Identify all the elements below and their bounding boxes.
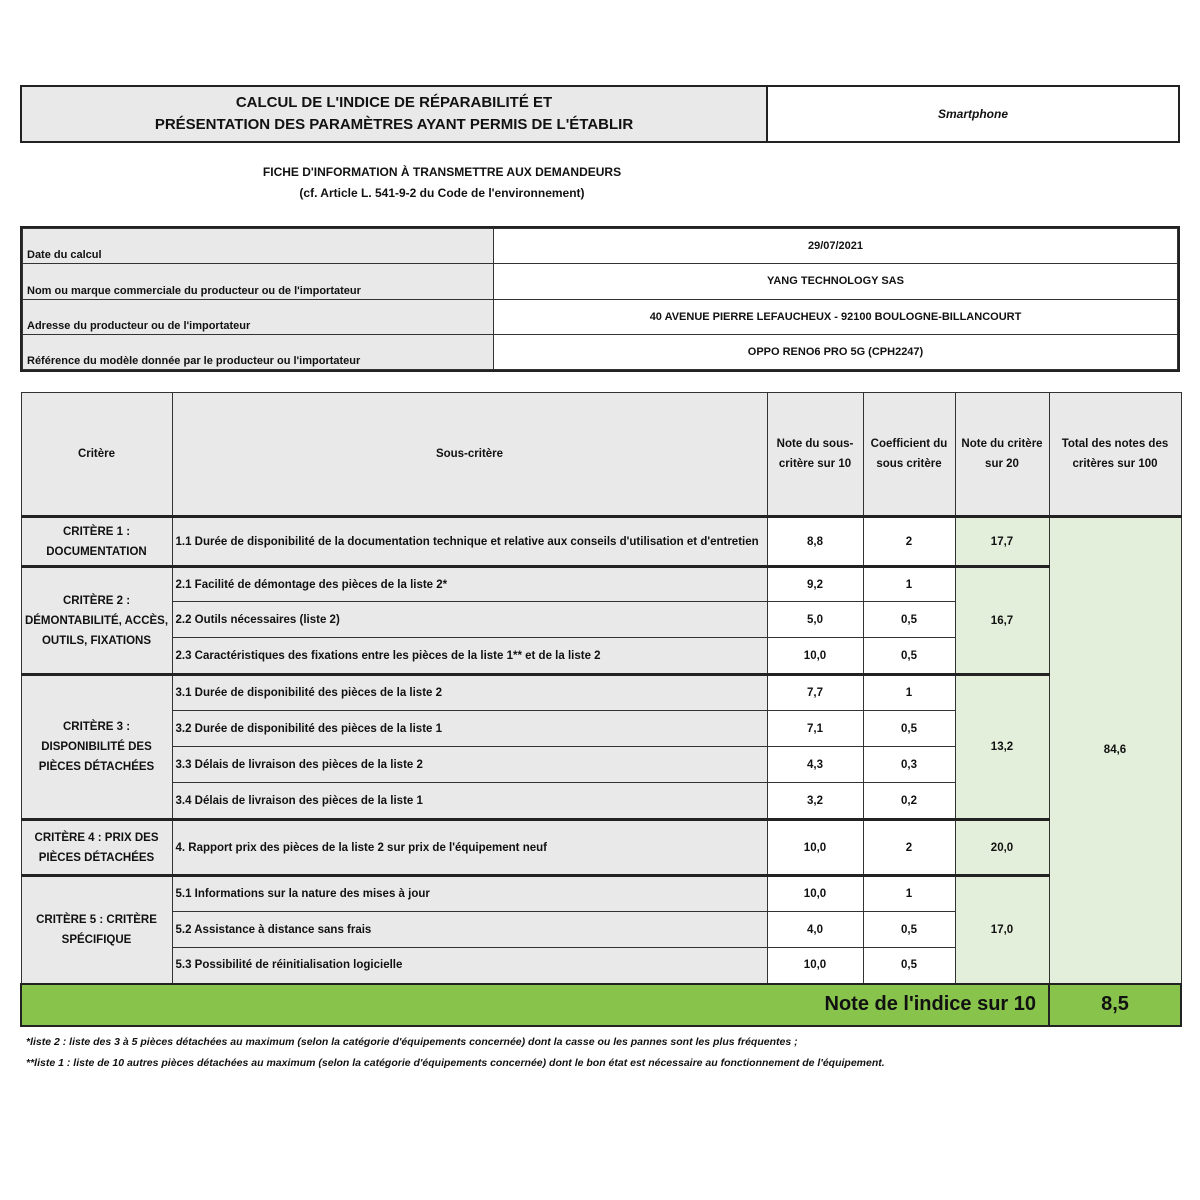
total-100: 84,6: [1049, 517, 1181, 984]
table-row: [21, 517, 1181, 567]
header-title-line1: CALCUL DE L'INDICE DE RÉPARABILITÉ ET: [235, 94, 553, 111]
header-box: [20, 85, 1180, 143]
criterion-score: 17,0: [955, 876, 1049, 984]
info-label: Référence du modèle donnée par le producteur ou l'importateur: [23, 334, 494, 369]
info-value: 40 AVENUE PIERRE LEFAUCHEUX - 92100 BOULOGNE-BILLANCOURT: [494, 299, 1178, 334]
header-note-critere: Note du critère sur 20: [955, 393, 1049, 517]
subcriterion-note: 5,0: [767, 602, 863, 638]
subcriterion-note: 10,0: [767, 948, 863, 984]
subcriterion-label: 2.2 Outils nécessaires (liste 2): [172, 602, 767, 638]
criterion-name: CRITÈRE 4 : PRIX DES PIÈCES DÉTACHÉES: [21, 820, 172, 876]
criterion-name: CRITÈRE 2 : DÉMONTABILITÉ, ACCÈS, OUTILS, FIXATIONS: [21, 567, 172, 675]
subcriterion-label: 5.2 Assistance à distance sans frais: [172, 912, 767, 948]
subcriterion-label: 5.3 Possibilité de réinitialisation logicielle: [172, 948, 767, 984]
subtitle-line2: (cf. Article L. 541-9-2 du Code de l'environnement): [299, 186, 585, 200]
subcriterion-note: 3,2: [767, 783, 863, 820]
subcriterion-label: 3.3 Délais de livraison des pièces de la liste 2: [172, 747, 767, 783]
final-score-label: Note de l'indice sur 10: [21, 984, 1049, 1026]
subcriterion-label: 4. Rapport prix des pièces de la liste 2 sur prix de l'équipement neuf: [172, 820, 767, 876]
footnotes: [26, 1032, 1186, 1074]
header-coefficient: Coefficient du sous critère: [863, 393, 955, 517]
info-value: YANG TECHNOLOGY SAS: [494, 264, 1178, 299]
info-label: Nom ou marque commerciale du producteur ou de l'importateur: [23, 264, 494, 299]
subtitle: [0, 162, 884, 204]
score-table: [20, 392, 1180, 1027]
info-row: [23, 334, 1178, 369]
criterion-score: 16,7: [955, 567, 1049, 675]
subcriterion-coef: 2: [863, 820, 955, 876]
footnote-liste-1: **liste 1 : liste de 10 autres pièces détachées au maximum (selon la catégorie d'équipements concernée) dont le bon état est nécessaire au fonctionnement de l'équipement.: [26, 1057, 885, 1069]
info-label: Adresse du producteur ou de l'importateur: [23, 299, 494, 334]
subcriterion-coef: 1: [863, 567, 955, 602]
criterion-name: CRITÈRE 3 : DISPONIBILITÉ DES PIÈCES DÉTACHÉES: [21, 675, 172, 820]
subcriterion-coef: 1: [863, 675, 955, 711]
subcriterion-coef: 1: [863, 876, 955, 912]
table-row: [21, 876, 1181, 912]
criterion-name: CRITÈRE 1 : DOCUMENTATION: [21, 517, 172, 567]
subcriterion-coef: 2: [863, 517, 955, 567]
table-header-row: [21, 393, 1181, 517]
subcriterion-coef: 0,5: [863, 912, 955, 948]
final-score-value: 8,5: [1049, 984, 1181, 1026]
info-label: Date du calcul: [23, 229, 494, 264]
criterion-name: CRITÈRE 5 : CRITÈRE SPÉCIFIQUE: [21, 876, 172, 984]
final-score-row: [21, 984, 1181, 1026]
subcriterion-label: 2.3 Caractéristiques des fixations entre les pièces de la liste 1** et de la liste 2: [172, 638, 767, 675]
subcriterion-note: 10,0: [767, 638, 863, 675]
subcriterion-note: 8,8: [767, 517, 863, 567]
header-sous-critere: Sous-critère: [172, 393, 767, 517]
table-row: [21, 567, 1181, 602]
header-total: Total des notes des critères sur 100: [1049, 393, 1181, 517]
subcriterion-label: 2.1 Facilité de démontage des pièces de la liste 2*: [172, 567, 767, 602]
header-critere: Critère: [21, 393, 172, 517]
subcriterion-label: 5.1 Informations sur la nature des mises à jour: [172, 876, 767, 912]
footnote-liste-2: *liste 2 : liste des 3 à 5 pièces détachées au maximum (selon la catégorie d'équipements concernée) dont la casse ou les pannes sont les plus fréquentes ;: [26, 1036, 798, 1048]
subcriterion-coef: 0,3: [863, 747, 955, 783]
subcriterion-note: 7,7: [767, 675, 863, 711]
info-value: 29/07/2021: [494, 229, 1178, 264]
subcriterion-note: 7,1: [767, 711, 863, 747]
subcriterion-coef: 0,5: [863, 948, 955, 984]
subcriterion-coef: 0,5: [863, 711, 955, 747]
table-row: [21, 675, 1181, 711]
table-row: [21, 820, 1181, 876]
info-value: OPPO RENO6 PRO 5G (CPH2247): [494, 334, 1178, 369]
subcriterion-note: 4,3: [767, 747, 863, 783]
subcriterion-note: 10,0: [767, 876, 863, 912]
criterion-score: 13,2: [955, 675, 1049, 820]
subcriterion-coef: 0,2: [863, 783, 955, 820]
criterion-score: 17,7: [955, 517, 1049, 567]
subcriterion-coef: 0,5: [863, 638, 955, 675]
subcriterion-note: 10,0: [767, 820, 863, 876]
subcriterion-coef: 0,5: [863, 602, 955, 638]
header-title-line2: PRÉSENTATION DES PARAMÈTRES AYANT PERMIS DE L'ÉTABLIR: [154, 116, 634, 133]
info-row: [23, 229, 1178, 264]
subcriterion-label: 3.2 Durée de disponibilité des pièces de la liste 1: [172, 711, 767, 747]
subcriterion-label: 3.4 Délais de livraison des pièces de la liste 1: [172, 783, 767, 820]
subcriterion-label: 1.1 Durée de disponibilité de la documentation technique et relative aux conseils d'utilisation et d'entretien: [172, 517, 767, 567]
info-table: [20, 226, 1180, 372]
criterion-score: 20,0: [955, 820, 1049, 876]
subcriterion-label: 3.1 Durée de disponibilité des pièces de la liste 2: [172, 675, 767, 711]
header-title: [22, 87, 768, 141]
subtitle-line1: FICHE D'INFORMATION À TRANSMETTRE AUX DEMANDEURS: [262, 165, 622, 179]
header-category: Smartphone: [937, 107, 1008, 121]
info-row: [23, 264, 1178, 299]
info-row: [23, 299, 1178, 334]
subcriterion-note: 9,2: [767, 567, 863, 602]
subcriterion-note: 4,0: [767, 912, 863, 948]
header-note-sous-critere: Note du sous-critère sur 10: [767, 393, 863, 517]
